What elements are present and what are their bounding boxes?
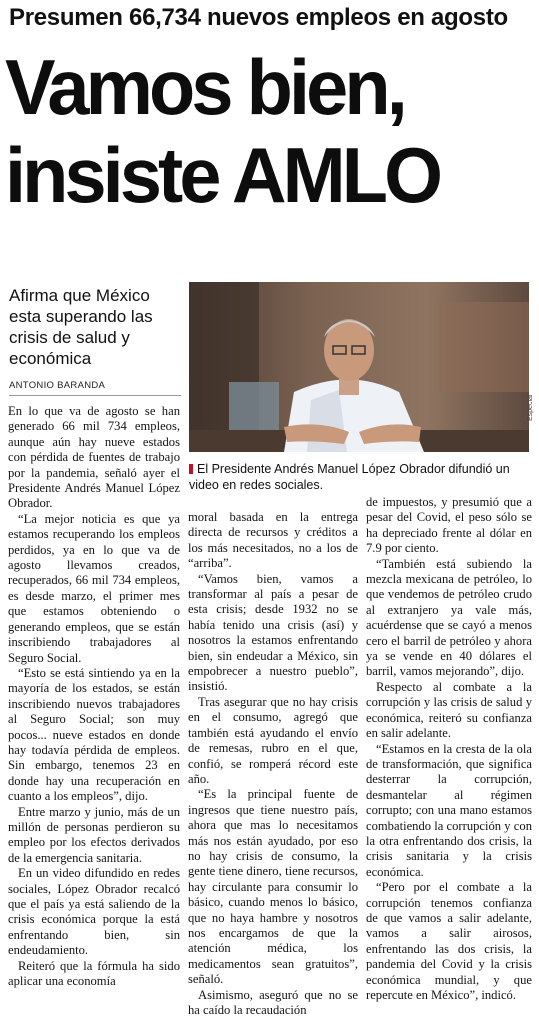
paragraph: “La mejor noticia es que ya estamos recuperando los empleos perdidos, ya en lo que va de agosto llevamos creados, recuperados, 66 mil 734 empleos, es desde marzo, el primer mes que estamos obteniendo o generando empleos, que se están inscribiendo trabajadores al Seguro Social. — [8, 511, 180, 665]
article-photo — [189, 282, 529, 452]
paragraph: En un video difundido en redes sociales, López Obrador recalcó que el país ya está saliendo de la crisis económica porque la está enfrentando bien, sin endeudamiento. — [8, 866, 180, 958]
kicker: Presumen 66,734 nuevos empleos en agosto — [9, 4, 508, 31]
headline — [5, 43, 535, 219]
caption-marker — [189, 464, 193, 474]
deck: Afirma que México esta superando las crisis de salud y económica — [9, 286, 153, 368]
paragraph: de impuestos, y presumió que a pesar del Covid, el peso sólo se ha depreciado frente al dólar en 7.9 por ciento. — [366, 495, 532, 556]
photo-caption — [189, 461, 529, 493]
paragraph: moral basada en la entrega directa de recursos y créditos a los más necesitados, no a los de “arriba”. — [188, 510, 358, 571]
paragraph: Respecto al combate a la corrupción y las crisis de salud y económica, reiteró su confianza en salir adelante. — [366, 679, 532, 741]
body-column-1 — [8, 404, 180, 989]
photo-credit: Especial — [527, 394, 534, 421]
byline-rule — [9, 395, 181, 396]
paragraph: “Esto se está sintiendo ya en la mayoría de los estados, se están inscribiendo nuevos trabajadores al Seguro Social; son muy pocos... nueve estados en donde hay todavía pérdida de empleos. Sin embargo, tenemos 23 en donde hay una recuperación en cuanto a los empleos”, dijo. — [8, 665, 180, 804]
paragraph: Tras asegurar que no hay crisis en el consumo, agregó que también está ayudando el envío de remesas, rubro en el que, confió, se romperá récord este año. — [188, 694, 358, 786]
body-column-2 — [188, 510, 358, 1018]
paragraph: “Estamos en la cresta de la ola de transformación, que significa desterrar la corrupción, desmantelar al régimen corrupto; con una mano estamos combatiendo la corrupción y con la otra enfrentando dos crisis, la crisis sanitaria y la crisis económica. — [366, 741, 532, 879]
headline-line-1: Vamos bien, — [5, 43, 404, 131]
paragraph: “Es la principal fuente de ingresos que tiene nuestro país, ahora que mas lo necesitamos más nos están ayudado, por eso no hay crisis de consumo, la gente tiene dinero, tiene recursos, hay circulante para consumir lo básico, cuando menos lo básico, que no haya hambre y nosotros nos encargamos de que la atención médica, los medicamentos sean gratuitos”, señaló. — [188, 787, 358, 987]
paragraph: “También está subiendo la mezcla mexicana de petróleo, lo que vendemos de petróleo crudo al extranjero ya vale más, acuérdense que se cayó a menos cero el barril de petróleo y ahora ya se vende en 40 dólares el barril, vamos mejorando”, dijo. — [366, 556, 532, 679]
paragraph: Reiteró que la fórmula ha sido aplicar una economía — [8, 958, 180, 989]
paragraph: “Vamos bien, vamos a transformar al país a pesar de esta crisis; desde 1932 no se había tenido una crisis (así) y nosotros la estamos enfrentando bien, sin endeudar a México, sin empobrecer a nuestro pueblo”, insistió. — [188, 571, 358, 694]
paragraph: “Pero por el combate a la corrupción tenemos confianza de que vamos a salir adelante, vamos a salir airosos, enfrentando las dos crisis, la pandemia del Covid y la crisis económica mundial, y que repercute en México”, indicó. — [366, 880, 532, 1002]
body-column-3 — [366, 495, 532, 1003]
paragraph: Asimismo, aseguró que no se ha caído la recaudación — [188, 987, 358, 1017]
paragraph: En lo que va de agosto se han generado 66 mil 734 empleos, aunque aún hay nueve estados con pérdida de fuentes de trabajo por la pandemia, señaló ayer el Presidente Andrés Manuel López Obrador. — [8, 404, 180, 511]
caption-text: El Presidente Andrés Manuel López Obrador difundió un video en redes sociales. — [189, 462, 510, 492]
byline: ANTONIO BARANDA — [9, 380, 106, 391]
headline-line-2: insiste AMLO — [5, 131, 440, 219]
paragraph: Entre marzo y junio, más de un millón de personas perdieron su empleo por los efectos derivados de la emergencia sanitaria. — [8, 804, 180, 865]
